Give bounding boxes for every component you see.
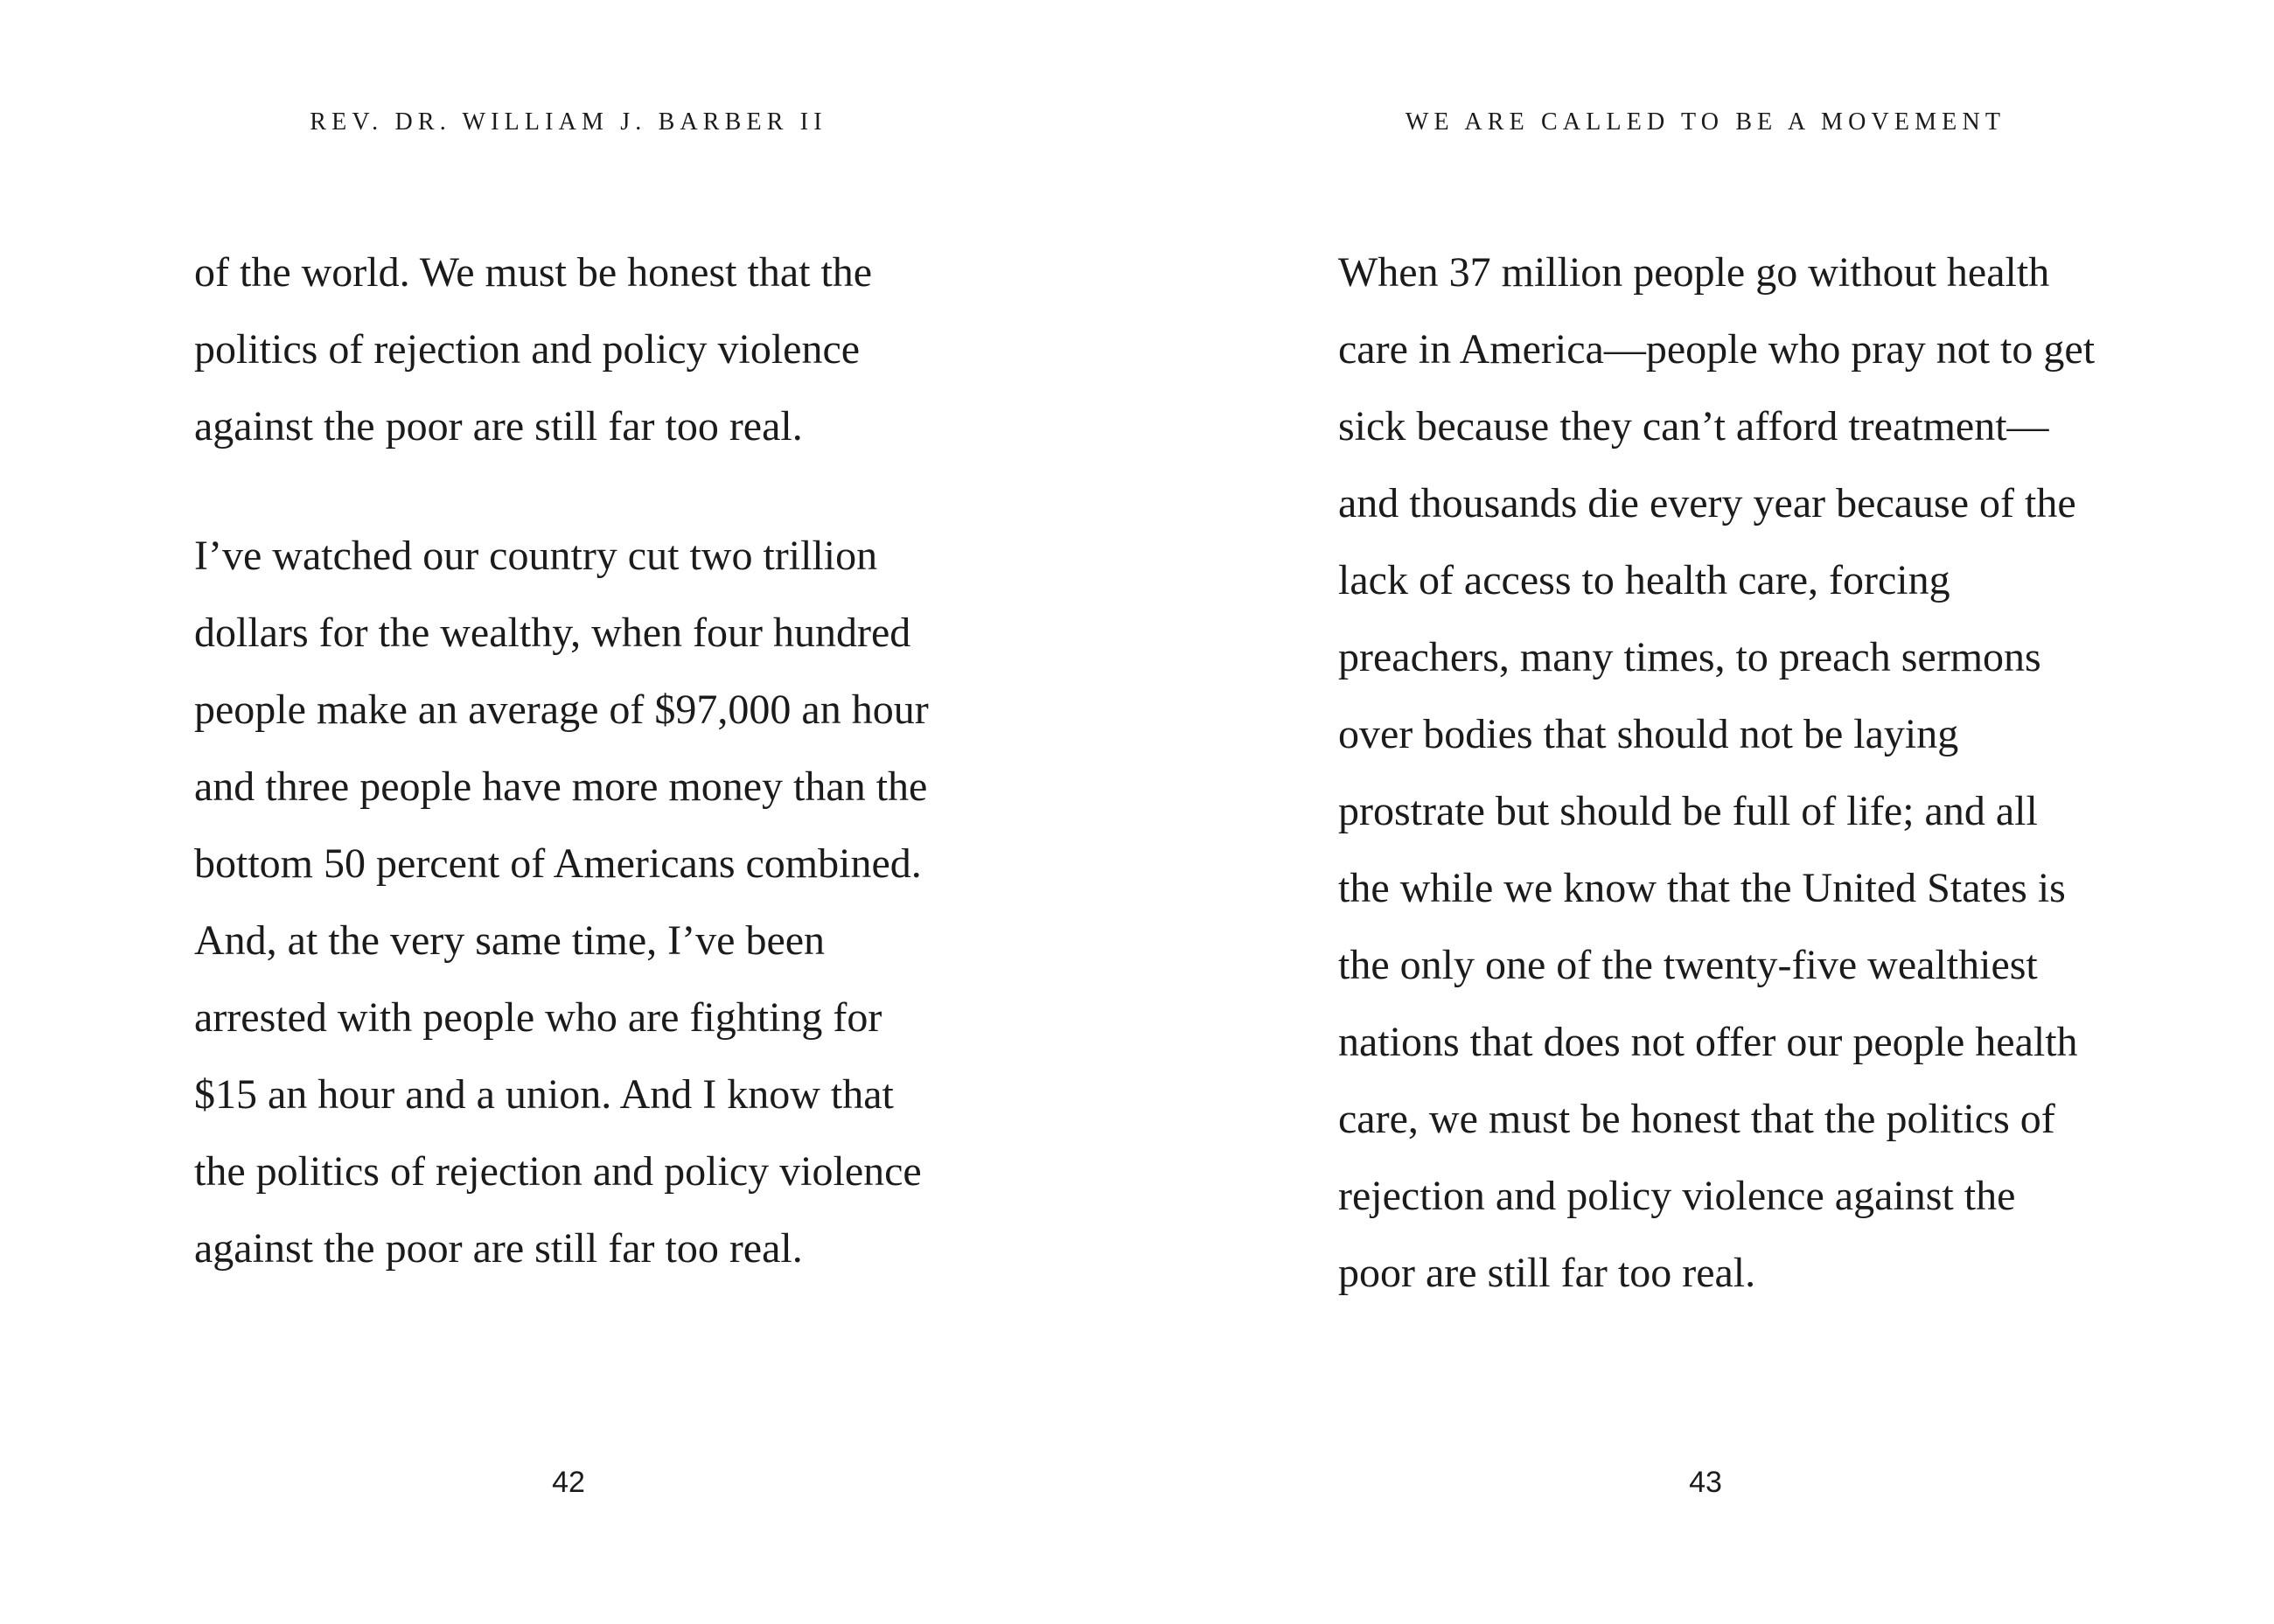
running-head-author: REV. DR. WILLIAM J. BARBER II [310, 108, 827, 136]
page-number-left: 42 [552, 1466, 585, 1499]
page-number-right: 43 [1689, 1466, 1722, 1499]
paragraph: I’ve watched our country cut two trillion dollars for the wealthy, when four hundred people make an average of $97,000 an hour and three people have more money than the bottom 50 percent of Americans combined. And, at the very same time, I’ve been arrested with people who are fighting for $15 an hour and a union. And I know that the politics of rejection and policy violence against the poor are still far too real. [194, 533, 929, 1272]
right-page-text [1338, 234, 2097, 1312]
paragraph: of the world. We must be honest that the politics of rejection and policy violence against the poor are still far too real. [194, 249, 873, 450]
paragraph: When 37 million people go without health care in America—people who pray not to get sick because they can’t afford treatment—and thousands die every year because of the lack of access to health care, forcing preachers, many times, to preach sermons over bodies that should not be laying prostrate but should be full of life; and all the while we know that the United States is the only one of the twenty-five wealthiest nations that does not offer our people health care, we must be honest that the politics of rejection and policy violence against the poor are still far too real. [1338, 249, 2096, 1296]
right-page [1137, 0, 2274, 1624]
running-head-title: WE ARE CALLED TO BE A MOVEMENT [1405, 108, 2006, 136]
left-page-text [194, 234, 939, 1287]
